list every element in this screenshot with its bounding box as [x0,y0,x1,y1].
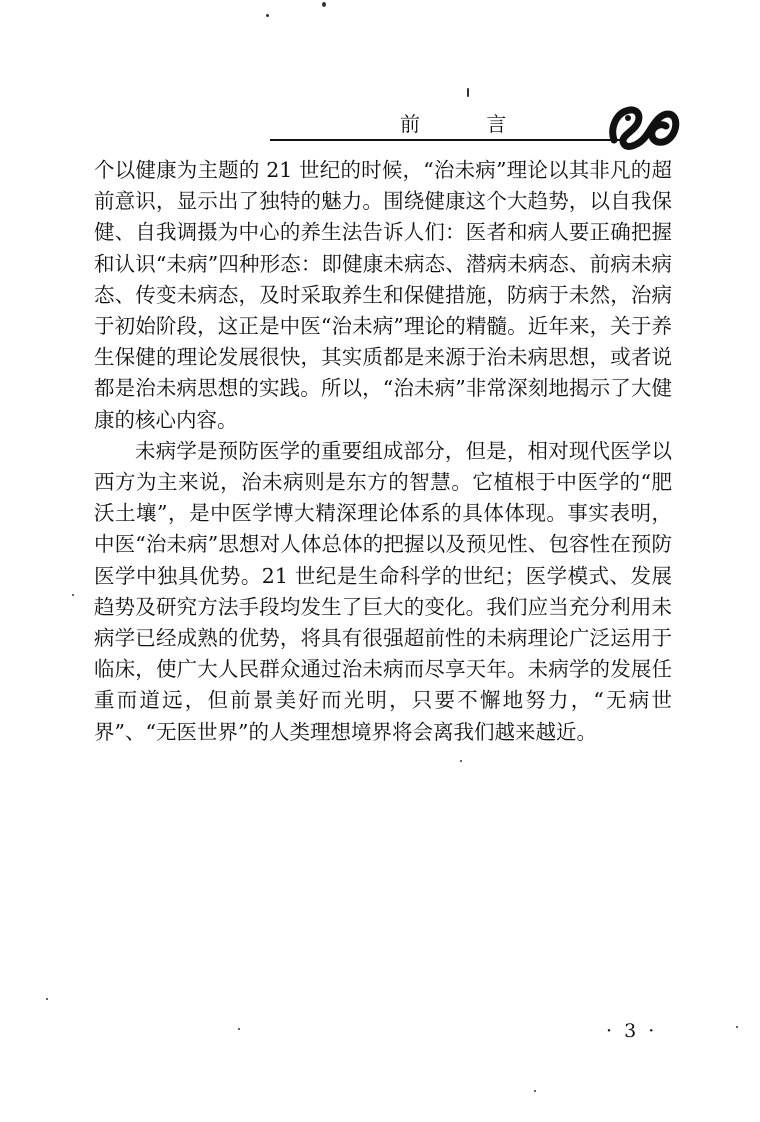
scan-speck [266,14,269,17]
scan-speck [72,594,74,596]
scan-speck [736,1026,738,1028]
paragraph-1: 个以健康为主题的 21 世纪的时候，“治未病”理论以其非凡的超前意识，显示出了独特的魅力。围绕健康这个大趋势，以自我保健、自我调摄为中心的养生法告诉人们：医者和病人要正确把握和认识“未病”四种形态：即健康未病态、潜病未病态、前病未病态、传变未病态，及时采取养生和保健措施，防病于未然，治病于初始阶段，这正是中医“治未病”理论的精髓。近年来，关于养生保健的理论发展很快，其实质都是来源于治未病思想，或者说都是治未病思想的实践。所以，“治未病”非常深刻地揭示了大健康的核心内容。 [94,158,672,432]
header-rule [270,139,622,141]
page-number: · 3 · [606,1020,658,1042]
scan-speck [460,760,462,762]
header-ornament-icon [606,100,680,152]
body-text [94,155,672,748]
scan-speck [467,88,469,97]
scan-speck [534,1090,536,1092]
running-header [270,100,690,150]
scan-speck [46,998,48,1000]
paragraph-2: 未病学是预防医学的重要组成部分，但是，相对现代医学以西方为主来说，治未病则是东方的智慧。它植根于中医学的“肥沃土壤”，是中医学博大精深理论体系的具体体现。事实表明，中医“治未病”思想对人体总体的把握以及预见性、包容性在预防医学中独具优势。21 世纪是生命科学的世纪；医学模式、发展趋势及研究方法手段均发生了巨大的变化。我们应当充分利用未病学已经成熟的优势，将具有很强超前性的未病理论广泛运用于临床，使广大人民群众通过治未病而尽享天年。未病学的发展任重而道远，但前景美好而光明，只要不懈地努力，“无病世界”、“无医世界”的人类理想境界将会离我们越来越近。 [94,438,672,744]
scan-speck [322,2,326,7]
scan-speck [238,1028,240,1030]
header-title: 前 言 [400,112,537,136]
